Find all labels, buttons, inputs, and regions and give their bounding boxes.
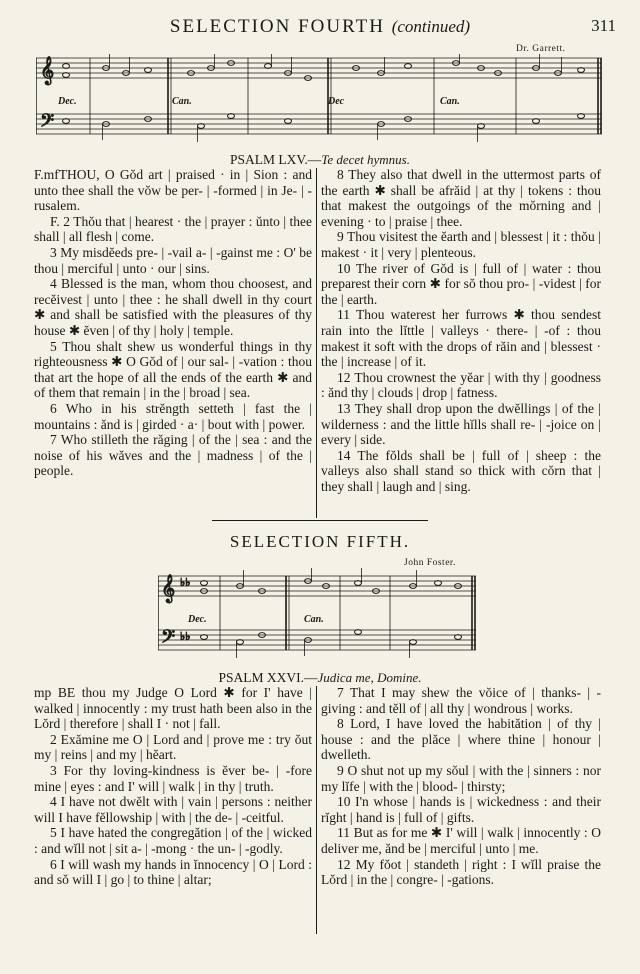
verse: 10 The river of Gŏd is | full of | water : thou preparest their corn ✱ for sŏ thou pro- | -videst | for the | earth. [321, 260, 601, 307]
svg-text:𝄞: 𝄞 [161, 574, 176, 602]
verse: 13 They shall drop upon the dwĕllings | of the | wilderness : and the little hĭlls shall re- | -joice on | every | side. [321, 400, 601, 448]
column-divider [316, 686, 317, 934]
verse: 7 Who stilleth the răging | of the | sea : and the noise of his wăves and the | madness | of the | people. [34, 432, 312, 479]
verse: 7 That I may shew the vŏice of | thanks- | -giving : and tĕll of | all thy | wondrous | works. [321, 685, 601, 716]
verse: 5 I have hated the congregătion | of the | wicked : and wĭll not | sit a- | -mong · the un- | -godly. [34, 825, 312, 856]
verse: 3 My misdĕeds pre- | -vail a- | -gainst me : O' be thou | merciful | unto · our | sins. [34, 244, 312, 276]
verse: F. 2 Thŏu that | hearest · the | prayer : ŭnto | thee shall | all flesh | come. [34, 213, 312, 245]
verse: 6 Who in his strĕngth setteth | fast the | mountains : ănd is | girded · a· | bout with | power. [34, 400, 312, 432]
cantoris-label: Can. [172, 96, 192, 107]
verse: 2 Exămine me O | Lord and | prove me : try ŏut my | reins | and my | hĕart. [34, 731, 312, 763]
composer-credit: John Foster. [404, 558, 456, 568]
verse: F.mfTHOU, O Gŏd art | praised · in | Sion : and unto thee shall the vŏw be per- | -formed | in Je- | -rusalem. [34, 167, 312, 214]
svg-text:𝄢: 𝄢 [161, 627, 176, 652]
verse: 10 I'n whose | hands is | wickedness : and their rĭght | hand is | full of | gifts. [321, 794, 601, 825]
cantoris-label: Can. [304, 614, 324, 625]
svg-text:♭♭: ♭♭ [180, 630, 191, 643]
psalm-26-heading: PSALM XXVI.—Judica me, Domine. [218, 670, 422, 685]
psalm-65-right-column [321, 167, 601, 494]
psalm-65-heading: PSALM LXV.—Te decet hymnus. [230, 152, 410, 167]
svg-text:𝄢: 𝄢 [40, 111, 55, 136]
verse: 9 Thou visitest the ĕarth and | blessest | it : thŏu | makest · it | very | plenteous. [321, 229, 601, 260]
cantoris-label-second: Can. [440, 96, 460, 107]
verse: 4 Blessed is the man, whom thou choosest, and recĕivest | unto | thee : he shall dwell in thy court ✱ and shall be satisfied with the pleasures of thy house ✱ ĕven | of thy | holy | temple. [34, 276, 312, 338]
svg-text:𝄞: 𝄞 [40, 56, 55, 84]
verse: 11 But as for me ✱ I' will | walk | innocently : O deliver me, ănd be | merciful | unto | me. [321, 825, 601, 856]
verse: 11 Thou waterest her furrows ✱ thou sendest rain into the lĭttle | valleys · there- | -of : thou makest it soft with the drops of răin and | blessest · the | increase | of it. [321, 307, 601, 370]
decani-label: Dec. [58, 96, 77, 107]
decani-label: Dec. [188, 614, 207, 625]
section-title: SELECTION FIFTH. [229, 532, 411, 551]
verse: 12 My fŏot | standeth | right : I wĭll praise the Lŏrd | in the | congre- | -gations. [321, 856, 601, 888]
composer-credit: Dr. Garrett. [516, 44, 566, 54]
page-number: 311 [591, 16, 616, 35]
verse: 5 Thou shalt shew us wonderful things in thy righteousness ✱ O Gŏd of | our sal- | -vation : thou that art the hope of all the ends of the earth ✱ and of them that remain | in the | broad | sea. [34, 338, 312, 401]
verse: 4 I have not dwĕlt with | vain | persons : neither will I have fĕllowship | with | the de- | -ceitful. [34, 794, 312, 825]
section-rule [212, 520, 428, 521]
psalm-65-left-column [34, 167, 312, 479]
column-divider [316, 168, 317, 518]
verse: 3 For thy loving-kindness is ĕver be- | -fore mine | eyes : and I' will | walk | in thy | truth. [34, 762, 312, 794]
verse: 8 Lord, I have loved the habitătion | of thy | house : and the plăce | where thine | honour | dwelleth. [321, 716, 601, 763]
page-header [0, 14, 640, 42]
running-title: SELECTION FOURTH (continued) [169, 16, 471, 37]
verse: 12 Thou crownest the yĕar | with thy | goodness : ănd thy | clouds | drop | fatness. [321, 369, 601, 401]
verse: 8 They also that dwell in the uttermost parts of the earth ✱ shall be afrăid | at thy | tokens : thou that makest the outgoings of the mŏrning and | evening · to | praise | thee. [321, 167, 601, 229]
music-score-upper [36, 54, 604, 159]
svg-text:♭♭: ♭♭ [180, 576, 191, 589]
verse: 14 The fŏlds shall be | full of | sheep : the valleys also shall stand so thick with cŏrn that | they shall | laugh and | sing. [321, 447, 601, 494]
verse: 9 O shut not up my sŏul | with the | sinners : nor my lĭfe | with the | blood- | thirsty; [321, 762, 601, 794]
verse: mp BE thou my Judge O Lord ✱ for I' have | walked | innocently : my trust hath been also in the Lŏrd | therefore | shall I · not | fall. [34, 685, 312, 732]
psalm-26-left-column [34, 685, 312, 888]
decani-label-second: Dec [328, 96, 345, 107]
music-notation-staves [36, 54, 604, 154]
psalm-26-right-column [321, 685, 601, 888]
verse: 6 I will wash my hands in ĭnnocency | O | Lord : and sŏ will I | go | to thine | altar; [34, 856, 312, 888]
